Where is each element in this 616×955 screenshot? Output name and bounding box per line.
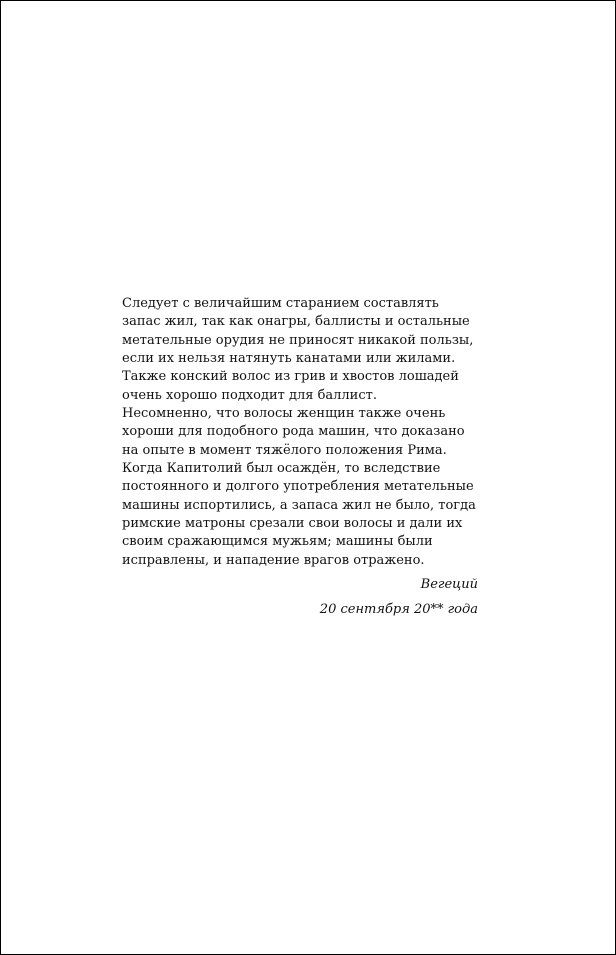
quote-line: на опыте в момент тяжёлого положения Рима. [122, 442, 447, 458]
quote-line: Также конский волос из грив и хвостов лошадей [122, 369, 459, 385]
epigraph-date: 20 сентября 20** года [319, 602, 478, 618]
quote-line: очень хорошо подходит для баллист. [122, 387, 377, 403]
quote-line: хороши для подобного рода машин, что доказано [122, 424, 465, 440]
quote-line: машины испортились, а запаса жил не было, тогда [122, 497, 476, 513]
quote-line: Несомненно, что волосы женщин также очень [122, 406, 446, 422]
epigraph [122, 295, 482, 619]
quote-line: постоянного и долгого употребления метательные [122, 479, 474, 495]
epigraph-author: Вегеций [420, 577, 478, 593]
quote-line: метательные орудия не приносят никакой пользы, [122, 332, 474, 348]
quote-line: Когда Капитолий был осаждён, то вследствие [122, 461, 441, 477]
quote-line: если их нельзя натянуть канатами или жилами. [122, 351, 456, 367]
quote-line: своим сражающимся мужьям; машины были [122, 534, 433, 550]
quote-line: исправлены, и нападение врагов отражено. [122, 552, 425, 568]
quote-line: римские матроны срезали свои волосы и дали их [122, 516, 463, 532]
quote-line: Следует с величайшим старанием составлять [122, 296, 439, 311]
epigraph-quote [122, 295, 482, 570]
quote-line: запас жил, так как онагры, баллисты и остальные [122, 314, 470, 330]
